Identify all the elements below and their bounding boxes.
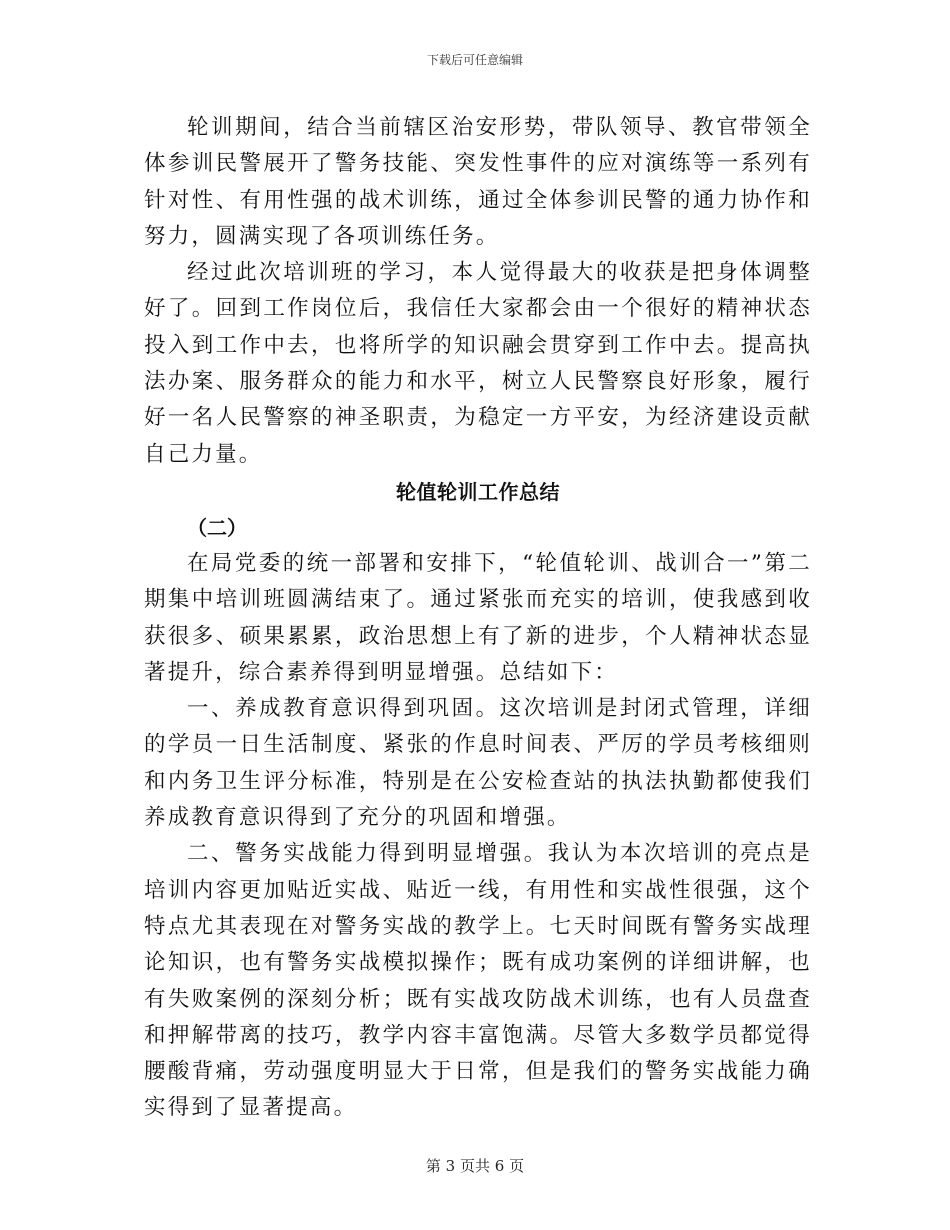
paragraph-point-two: 二、警务实战能力得到明显增强。我认为本次培训的亮点是培训内容更加贴近实战、贴近一线，有用性和实战性很强，这个特点尤其表现在对警务实战的教学上。七天时间既有警务实战理论知识，也有警务实战模拟操作；既有成功案例的详细讲解，也有失败案例的深刻分析；既有实战攻防战术训练，也有人员盘查和押解带离的技巧，教学内容丰富饱满。尽管大多数学员都觉得腰酸背痛，劳动强度明显大于日常，但是我们的警务实战能力确实得到了显著提高。: [144, 841, 812, 1121]
section-subtitle: （二）: [187, 515, 247, 540]
paragraph-point-one: 一、养成教育意识得到巩固。这次培训是封闭式管理，详细的学员一日生活制度、紧张的作息时间表、严厉的学员考核细则和内务卫生评分标准，特别是在公安检查站的执法执勤都使我们养成教育意识得到了充分的巩固和增强。: [144, 696, 812, 831]
paragraph-introduction: 在局党委的统一部署和安排下，“轮值轮训、战训合一”第二期集中培训班圆满结束了。通过紧张而充实的培训，使我感到收获很多、硕果累累，政治思想上有了新的进步，个人精神状态显著提升，综合素养得到明显增强。总结如下：: [144, 550, 812, 685]
page-header-note: 下载后可任意编辑: [426, 53, 523, 67]
section-title: 轮值轮训工作总结: [396, 479, 560, 504]
page-number: 第 3 页共 6 页: [425, 1157, 525, 1175]
paragraph-training-drills: 轮训期间，结合当前辖区治安形势，带队领导、教官带领全体参训民警展开了警务技能、突发性事件的应对演练等一系列有针对性、有用性强的战术训练，通过全体参训民警的通力协作和努力，圆满实现了各项训练任务。: [144, 115, 812, 249]
document-body: [144, 110, 812, 1127]
paragraph-training-gains: 经过此次培训班的学习，本人觉得最大的收获是把身体调整好了。回到工作岗位后，我信任大家都会由一个很好的精神状态投入到工作中去，也将所学的知识融会贯穿到工作中去。提高执法办案、服务群众的能力和水平，树立人民警察良好形象，履行好一名人民警察的神圣职责，为稳定一方平安，为经济建设贡献自己力量。: [144, 260, 812, 467]
